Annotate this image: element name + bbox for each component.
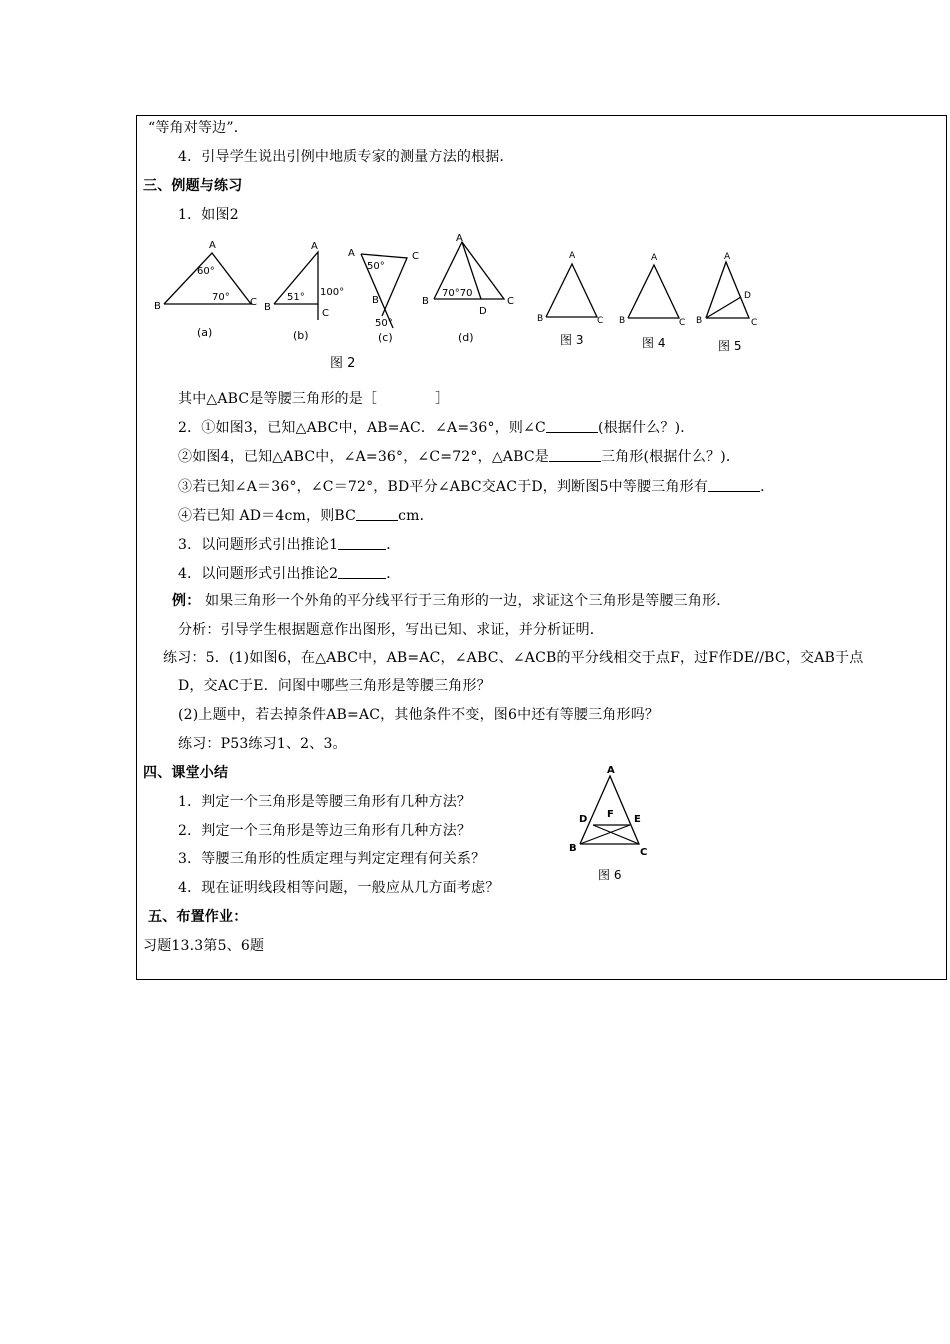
- question-text: ．: [386, 566, 401, 582]
- figure-4: [617, 248, 697, 348]
- text-line: 4．现在证明线段相等问题，一般应从几方面考虑？: [178, 880, 500, 896]
- angle-label: 50°: [375, 318, 393, 329]
- text-line: 习题13.3第5、6题: [143, 938, 265, 954]
- text-line: 分析：引导学生根据题意作出图形，写出已知、求证，并分析证明．: [178, 622, 604, 638]
- figure-caption: 图 6: [598, 868, 622, 882]
- label-c: C: [597, 316, 604, 326]
- text-line: [178, 507, 434, 525]
- question-text: 2．①如图3，已知△ABC中，AB=AC．∠A=36°，则∠C: [178, 420, 546, 436]
- figure-5: [696, 248, 776, 348]
- text-line: [172, 592, 730, 610]
- question-text: (根据什么？)．: [597, 420, 695, 436]
- label-b: B: [264, 302, 271, 313]
- example-text: 如果三角形一个外角的平分线平行于三角形的一边，求证这个三角形是等腰三角形．: [205, 593, 731, 609]
- angle-label: 70°: [212, 292, 230, 303]
- label-b: B: [569, 843, 577, 854]
- label-a: A: [724, 252, 731, 262]
- label-b: B: [537, 314, 544, 324]
- label-d: D: [479, 306, 487, 317]
- label-c: C: [679, 318, 686, 328]
- figure-2b: [260, 238, 355, 343]
- question-text: ③若已知∠A＝36°，∠C＝72°，BD平分∠ABC交AC于D，判断图5中等腰三角形有: [178, 479, 709, 495]
- answer-blank: [549, 449, 601, 462]
- label-a: A: [311, 241, 318, 252]
- section-heading: 五、布置作业：: [148, 909, 248, 925]
- figure-caption: 图 2: [330, 356, 356, 371]
- text-line: [178, 565, 400, 583]
- label-c: C: [322, 308, 329, 319]
- subfig-label: (d): [458, 331, 474, 344]
- answer-blank: [708, 479, 760, 492]
- section-heading: 三、例题与练习: [143, 178, 243, 194]
- label-d: D: [579, 814, 588, 825]
- label-c: C: [640, 847, 648, 858]
- answer-blank: [356, 508, 398, 521]
- example-label: 例：: [172, 593, 201, 609]
- figure-2d: [418, 228, 523, 348]
- figure-6: [565, 762, 655, 862]
- figure-caption: 图 5: [718, 339, 742, 353]
- label-f: F: [607, 809, 614, 820]
- figure-caption: 图 3: [560, 333, 584, 347]
- question-text: ］: [435, 391, 450, 407]
- subfig-label: (c): [378, 331, 393, 344]
- label-b: B: [154, 301, 161, 312]
- text-line: 3．等腰三角形的性质定理与判定定理有何关系？: [178, 851, 486, 867]
- question-text: ②如图4，已知△ABC中，∠A=36°，∠C=72°，△ABC是: [178, 449, 549, 465]
- question-text: ．: [760, 479, 775, 495]
- label-a: A: [651, 253, 658, 263]
- text-line: 练习：5．(1)如图6，在△ABC中，AB=AC，∠ABC、∠ACB的平分线相交于点F，过F作DE//BC，交AB于点: [163, 650, 864, 666]
- figure-caption: 图 4: [642, 336, 666, 350]
- answer-blank: [546, 420, 598, 433]
- label-d: D: [744, 291, 751, 301]
- answer-blank: [338, 566, 386, 579]
- figure-3: [535, 245, 615, 345]
- label-c: C: [250, 297, 257, 308]
- section-heading: 四、课堂小结: [143, 765, 229, 781]
- text-line: (2)上题中，若去掉条件AB=AC，其他条件不变，图6中还有等腰三角形吗？: [178, 707, 660, 723]
- label-a: A: [348, 248, 355, 259]
- label-c: C: [507, 296, 514, 307]
- text-line: 2．判定一个三角形是等边三角形有几种方法？: [178, 823, 472, 839]
- subfig-label: (b): [293, 329, 309, 342]
- question-text: 4．以问题形式引出推论2: [178, 566, 339, 582]
- figure-2a: [150, 238, 265, 343]
- answer-blank: [338, 537, 386, 550]
- question-text: 三角形(根据什么？)．: [600, 449, 741, 465]
- text-line: 1．如图2: [178, 207, 239, 223]
- label-a: A: [209, 240, 216, 251]
- label-b: B: [422, 296, 429, 307]
- label-a: A: [607, 765, 615, 776]
- text-line: [178, 448, 740, 466]
- label-c: C: [412, 251, 419, 262]
- text-line: D，交AC于E．问图中哪些三角形是等腰三角形？: [178, 678, 491, 694]
- question-text: ④若已知 AD＝4cm，则BC: [178, 508, 357, 524]
- text-line: “等角对等边”．: [148, 120, 248, 136]
- angle-label: 70°70: [442, 288, 473, 299]
- label-b: B: [372, 295, 379, 306]
- label-c: C: [751, 318, 758, 328]
- angle-label: 60°: [197, 266, 215, 277]
- angle-label: 50°: [367, 261, 385, 272]
- text-line: [178, 390, 449, 408]
- text-line: 4．引导学生说出引例中地质专家的测量方法的根据．: [178, 149, 514, 165]
- subfig-label: (a): [197, 326, 213, 339]
- text-line: 练习：P53练习1、2、3。: [178, 736, 347, 752]
- question-text: cm．: [398, 508, 434, 524]
- text-line: [178, 536, 400, 554]
- label-b: B: [696, 316, 703, 326]
- label-b: B: [619, 316, 626, 326]
- angle-label: 51°: [287, 292, 305, 303]
- question-text: 3．以问题形式引出推论1: [178, 537, 339, 553]
- label-e: E: [634, 814, 641, 825]
- text-line: [178, 478, 774, 496]
- question-text: 其中△ABC是等腰三角形的是［: [178, 391, 378, 407]
- text-line: [178, 419, 694, 437]
- label-a: A: [569, 251, 576, 261]
- text-line: 1．判定一个三角形是等腰三角形有几种方法？: [178, 794, 472, 810]
- label-a: A: [456, 233, 463, 244]
- question-text: ．: [386, 537, 401, 553]
- angle-label: 100°: [320, 287, 345, 298]
